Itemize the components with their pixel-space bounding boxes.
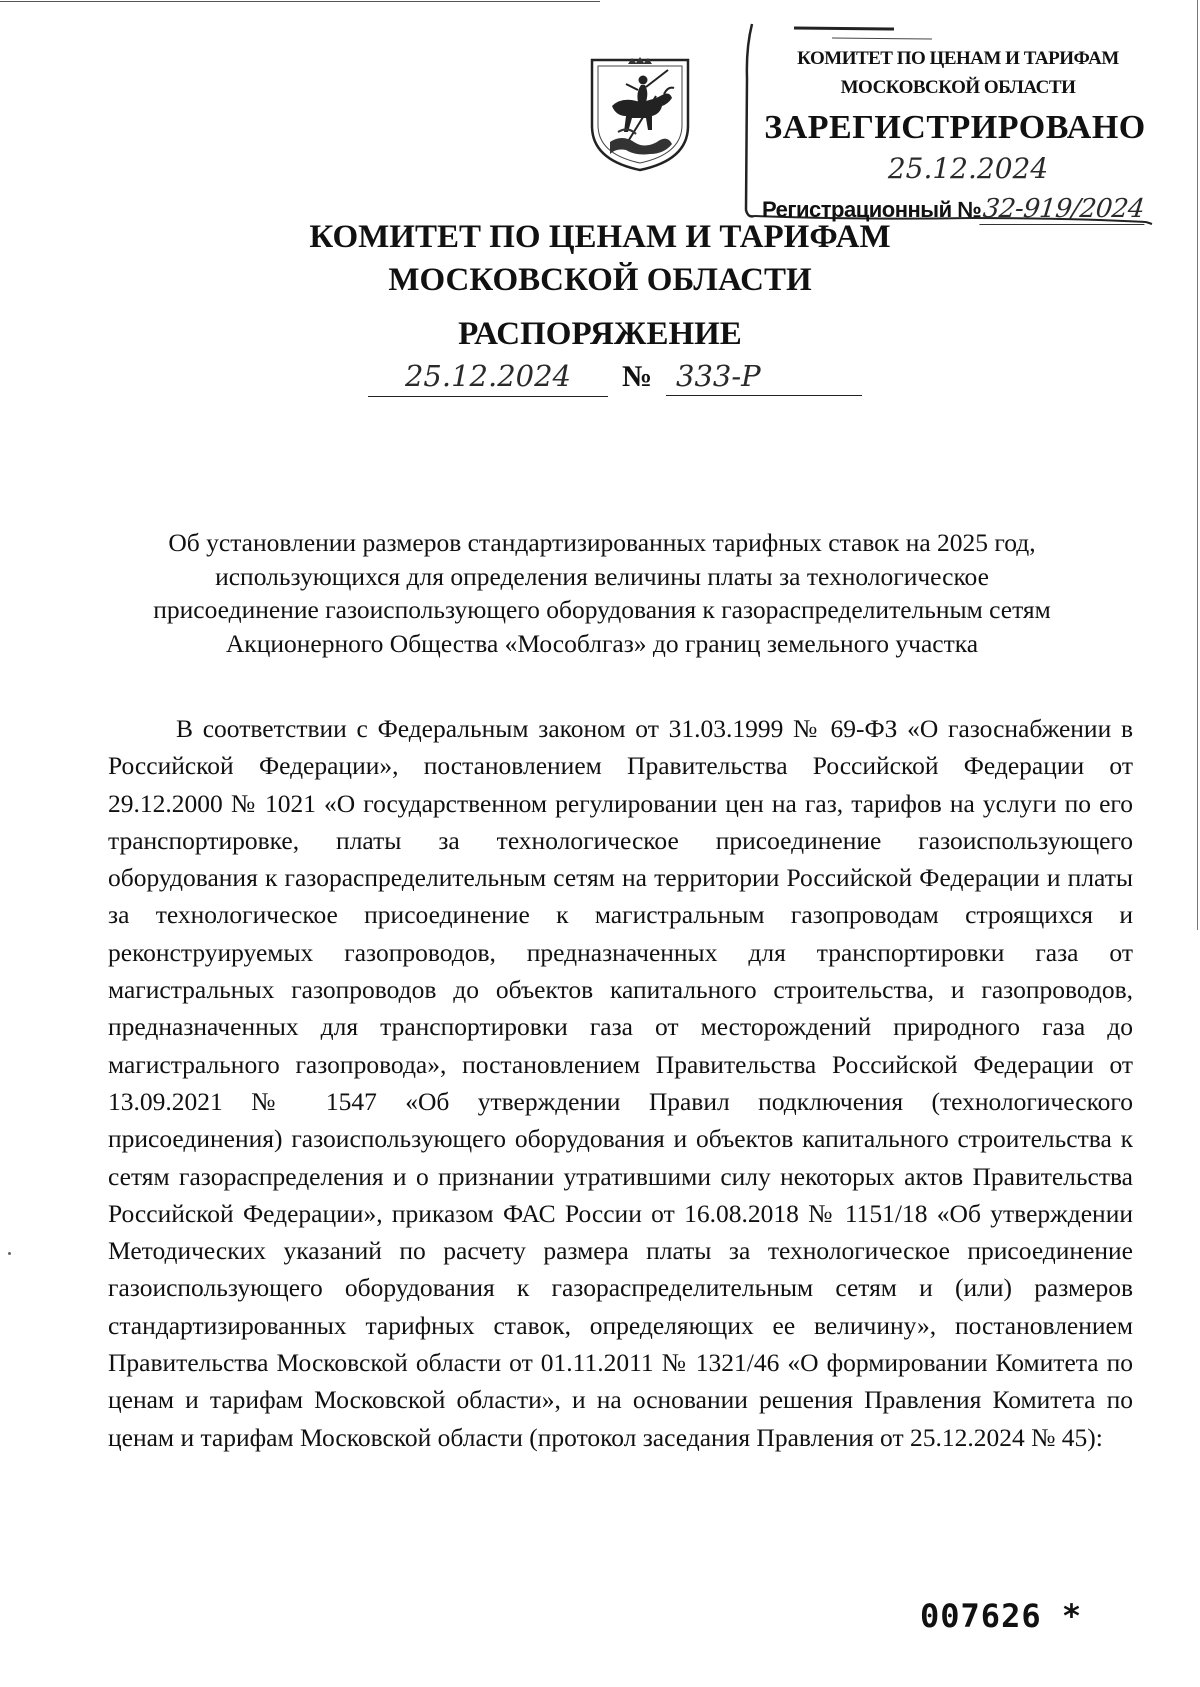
body-paragraph: В соответствии с Федеральным законом от 31.03.1999 № 69-ФЗ «О газоснабжении в Российской Федерации», постановлением Правительства Российской Федерации от 29.12.2000 № 1021 «О государственном регулировании цен на газ, тарифов на услуги по его транспортировке, платы за технологическое присоединение газоиспользующего оборудования к газораспределительным сетям на территории Российской Федерации и платы за технологическое присоединение к магистральным газопроводам строящихся и реконструируемых газопроводов, предназначенных для транспортировки газа от магистральных газопроводов до объектов капитального строительства, и газопроводов, предназначенных для транспортировки газа от месторождений природного газа до магистрального газопровода», постановлением Правительства Российской Федерации от 13.09.2021 № 1547 «Об утверждении Правил подключения (технологического присоединения) газоиспользующего оборудования и объектов капитального строительства к сетям газораспределения и о признании утратившими силу некоторых актов Правительства Российской Федерации», приказом ФАС России от 16.08.2018 № 1151/18 «Об утверждении Методических указаний по расчету размера платы за технологическое присоединение газоиспользующего оборудования к газораспределительным сетям и (или) размеров стандартизированных тарифных ставок, определяющих ее величину», постановлением Правительства Московской области от 01.11.2011 № 1321/46 «О формировании Комитета по ценам и тарифам Московской области», и на основании решения Правления Комитета по ценам и тарифам Московской области (протокол заседания Правления от 25.12.2024 № 45): <box>108 714 1133 1452</box>
stamp-reg-label: Регистрационный № <box>762 197 982 222</box>
organization-title <box>250 216 950 302</box>
document-number-label: № <box>622 360 653 393</box>
scan-edge-line <box>0 1 600 2</box>
coat-of-arms-icon <box>588 56 692 174</box>
scan-speck <box>8 1252 11 1255</box>
subject-line: Об установлении размеров стандартизированных тарифных ставок на 2025 год, <box>168 528 1036 557</box>
stamp-reg-number-handwritten: 32-919/2024 <box>980 194 1148 225</box>
document-meta <box>368 356 888 398</box>
subject-line: Акционерного Общества «Мособлгаз» до границ земельного участка <box>225 628 979 658</box>
document-subject <box>112 526 1092 660</box>
subject-line: присоединение газоиспользующего оборудования к газораспределительным сетям <box>153 595 1051 624</box>
scan-edge-line-right <box>1197 0 1198 930</box>
org-title-line: КОМИТЕТ ПО ЦЕНАМ И ТАРИФАМ <box>309 219 891 255</box>
stamp-organization <box>778 44 1138 102</box>
document-number-field <box>666 356 862 396</box>
document-date-field <box>368 356 608 397</box>
registration-stamp <box>742 18 1156 230</box>
serial-number: 007626 * <box>920 1597 1083 1635</box>
stamp-org-line: КОМИТЕТ ПО ЦЕНАМ И ТАРИФАМ <box>797 48 1119 69</box>
stamp-org-line: МОСКОВСКОЙ ОБЛАСТИ <box>840 77 1076 98</box>
document-number-handwritten: 333-Р <box>676 359 761 393</box>
document-type: РАСПОРЯЖЕНИЕ <box>458 316 742 352</box>
subject-line: использующихся для определения величины платы за технологическое <box>215 561 989 591</box>
stamp-status: ЗАРЕГИСТРИРОВАНО <box>764 109 1146 146</box>
document-date-handwritten: 25.12.2024 <box>404 359 572 393</box>
org-title-line: МОСКОВСКОЙ ОБЛАСТИ <box>388 262 812 298</box>
stamp-date-handwritten: 25.12.2024 <box>887 152 1049 185</box>
